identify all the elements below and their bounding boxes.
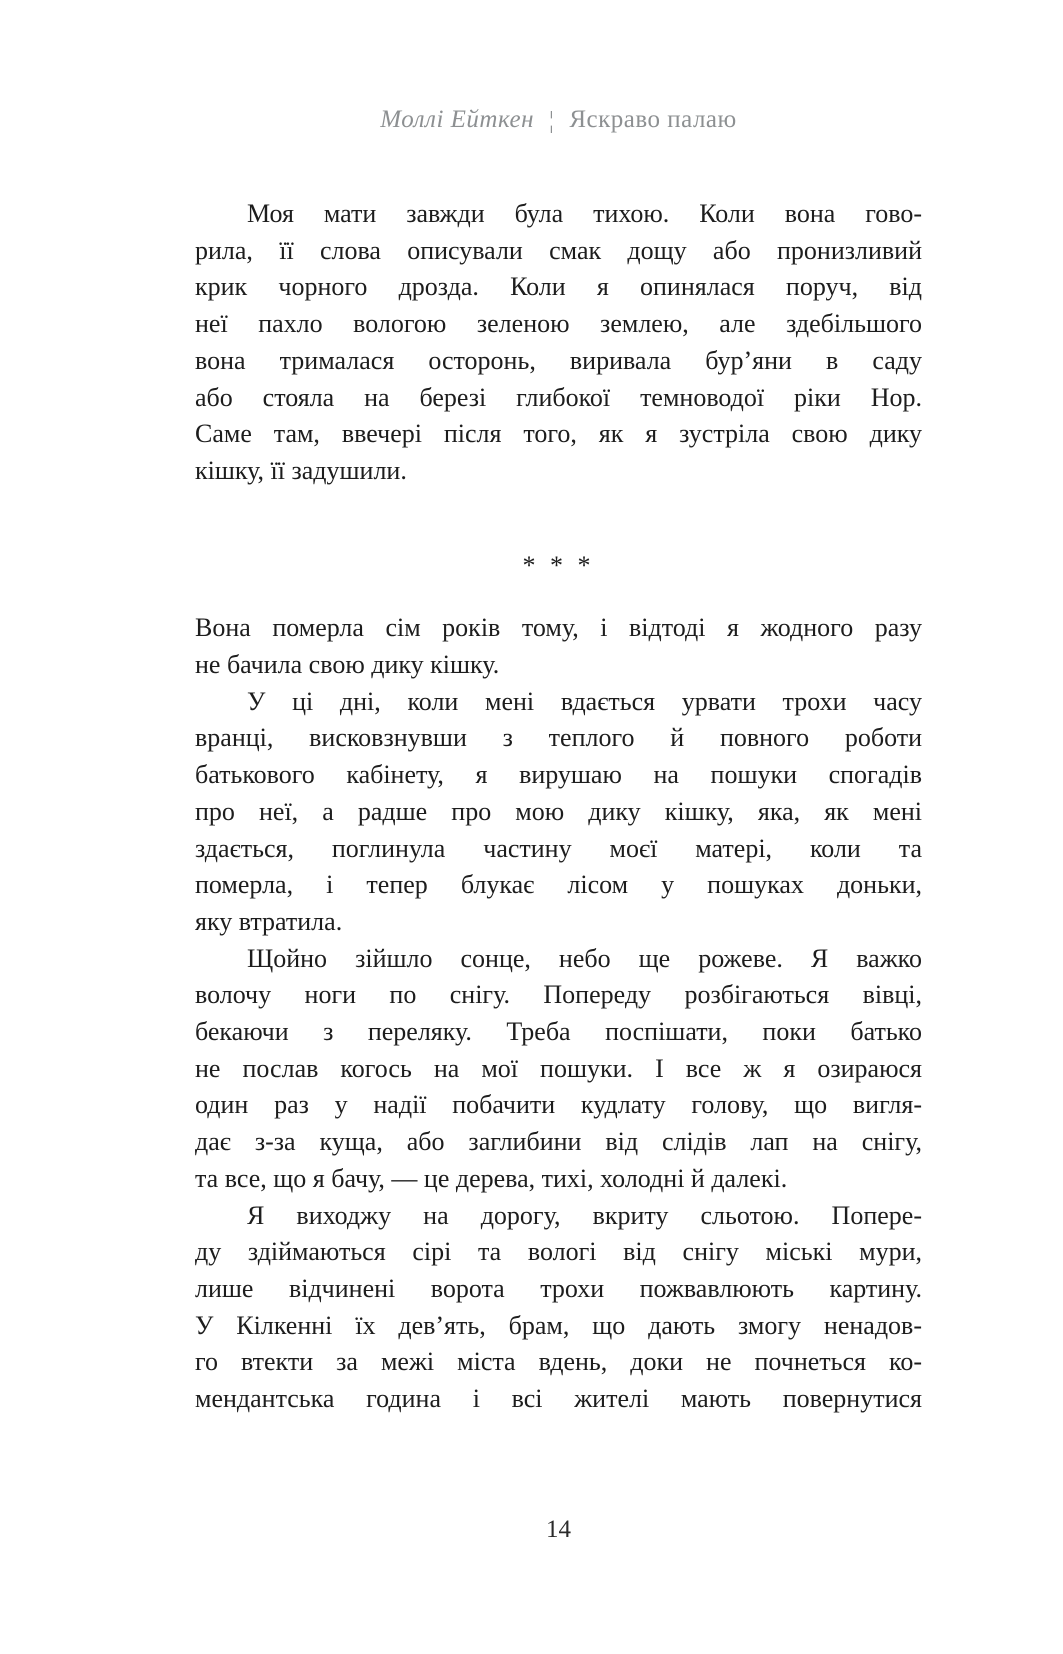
text-line: не бачила свою дику кішку. (195, 650, 500, 680)
text-line: мендантська година і всі жителі мають повернутися (195, 1384, 922, 1414)
text-line: вранці, висковзнувши з теплого й повного роботи (195, 723, 922, 753)
text-line: волочу ноги по снігу. Попереду розбігаються вівці, (195, 980, 922, 1010)
running-header (195, 106, 922, 134)
text-line: неї пахло вологою зеленою землею, але здебільшого (195, 309, 922, 339)
text-line: крик чорного дрозда. Коли я опинялася поруч, від (195, 272, 922, 302)
text-line: дає з-за куща, або заглибини від слідів лап на снігу, (195, 1127, 922, 1157)
text-line: лише відчинені ворота трохи пожвавлюють картину. (195, 1273, 922, 1303)
text-line: один раз у надії побачити кудлату голову, що вигля- (195, 1090, 922, 1120)
paragraph (195, 196, 922, 490)
header-divider: ¦ (549, 108, 555, 134)
paragraph (195, 941, 922, 1198)
text-line: про неї, а радше про мою дику кішку, яка, як мені (195, 796, 922, 826)
text-line: Вона померла сім років тому, і відтоді я жодного разу (195, 613, 922, 643)
text-line: ду здіймаються сірі та вологі від снігу міські мури, (195, 1237, 922, 1267)
text-line: Щойно зійшло сонце, небо ще рожеве. Я важко (247, 943, 922, 973)
page-number: 14 (546, 1516, 571, 1543)
text-line: кішку, її задушили. (195, 455, 407, 485)
text-block (195, 196, 922, 1418)
paragraph (195, 1198, 922, 1418)
text-line: не послав когось на мої пошуки. І все ж я озираюся (195, 1053, 922, 1083)
text-line: бекаючи з переляку. Треба поспішати, поки батько (195, 1017, 922, 1047)
text-line: У Кілкенні їх дев’ять, брам, що дають змогу ненадов- (195, 1310, 922, 1340)
text-line: яку втратила. (195, 906, 343, 936)
paragraph (195, 610, 922, 683)
text-line: померла, і тепер блукає лісом у пошуках доньки, (195, 870, 922, 900)
text-line: Саме там, ввечері після того, як я зустріла свою дику (195, 419, 922, 449)
author-name: Моллі Ейткен (380, 106, 535, 133)
text-line: го втекти за межі міста вдень, доки не почнеться ко- (195, 1347, 922, 1377)
text-line: рила, її слова описували смак дощу або пронизливий (195, 235, 922, 265)
text-line: батькового кабінету, я вирушаю на пошуки спогадів (195, 760, 922, 790)
text-line: та все, що я бачу, — це дерева, тихі, холодні й далекі. (195, 1163, 788, 1193)
text-line: Моя мати завжди була тихою. Коли вона гово- (247, 199, 922, 228)
paragraph (195, 684, 922, 941)
text-line: здається, поглинула частину моєї матері, коли та (195, 833, 922, 863)
text-line: або стояла на березі глибокої темноводої ріки Нор. (195, 382, 922, 412)
asterisk-separator: * * * (522, 550, 595, 580)
text-line: У ці дні, коли мені вдається урвати трохи часу (247, 686, 922, 716)
book-title: Яскраво палаю (569, 106, 737, 133)
text-line: вона трималася осторонь, виривала бур’яни в саду (195, 345, 922, 375)
text-line: Я виходжу на дорогу, вкриту сльотою. Попере- (247, 1200, 922, 1230)
